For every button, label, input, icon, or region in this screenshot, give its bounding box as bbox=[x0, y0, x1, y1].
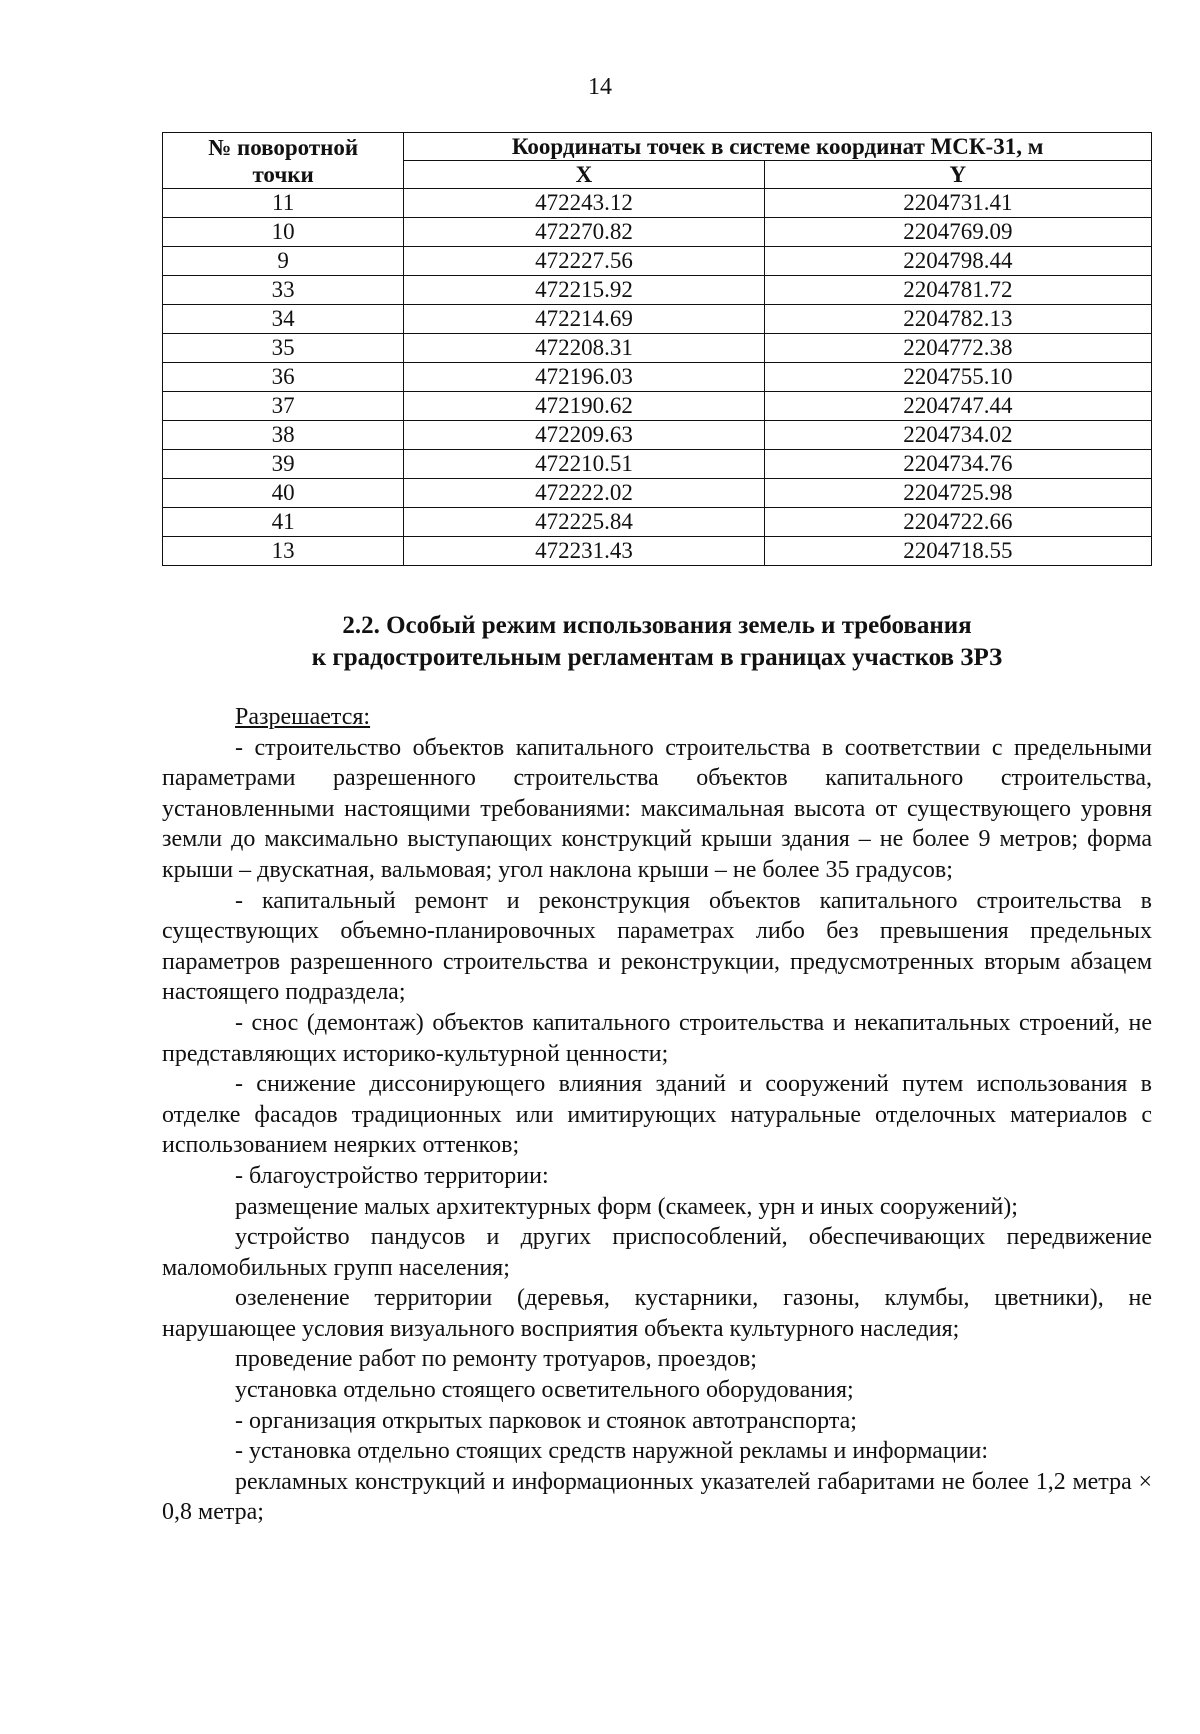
cell-x: 472208.31 bbox=[404, 334, 764, 363]
paragraph: - установка отдельно стоящих средств наружной рекламы и информации: bbox=[235, 1438, 989, 1465]
cell-point: 34 bbox=[163, 305, 404, 334]
header-y: Y bbox=[764, 161, 1151, 189]
table-row bbox=[163, 247, 1152, 276]
cell-y: 2204772.38 bbox=[764, 334, 1151, 363]
paragraph: - снижение диссонирующего влияния зданий и сооружений путем использования в отделке фасадов традиционных или имитирующих натуральные отделочных материалов с использованием неярких оттенков; bbox=[162, 1071, 1152, 1159]
cell-point: 40 bbox=[163, 479, 404, 508]
paragraph: - строительство объектов капитального строительства в соответствии с предельными параметрами разрешенного строительства объектов капитального строительства, установленными настоящими требованиями: максимальная высота от существующего уровня земли до максимально выступающих конструкций крыши здания – не более 9 метров; форма крыши – двускатная, вальмовая; угол наклона крыши – не более 35 градусов; bbox=[162, 734, 1152, 883]
cell-y: 2204734.76 bbox=[764, 450, 1151, 479]
page-number: 14 bbox=[588, 74, 612, 100]
cell-x: 472227.56 bbox=[404, 247, 764, 276]
cell-y: 2204718.55 bbox=[764, 537, 1151, 566]
section-title bbox=[162, 610, 1152, 674]
cell-y: 2204722.66 bbox=[764, 508, 1151, 537]
table-header-row bbox=[163, 133, 1152, 161]
cell-y: 2204798.44 bbox=[764, 247, 1151, 276]
table-row bbox=[163, 305, 1152, 334]
cell-y: 2204731.41 bbox=[764, 189, 1151, 218]
cell-x: 472222.02 bbox=[404, 479, 764, 508]
table-row bbox=[163, 363, 1152, 392]
cell-point: 9 bbox=[163, 247, 404, 276]
cell-point: 13 bbox=[163, 537, 404, 566]
cell-y: 2204725.98 bbox=[764, 479, 1151, 508]
cell-x: 472225.84 bbox=[404, 508, 764, 537]
cell-point: 38 bbox=[163, 421, 404, 450]
cell-point: 36 bbox=[163, 363, 404, 392]
table-row bbox=[163, 421, 1152, 450]
table-row bbox=[163, 508, 1152, 537]
table-row bbox=[163, 450, 1152, 479]
table-row bbox=[163, 276, 1152, 305]
coordinates-table bbox=[162, 132, 1152, 566]
cell-y: 2204734.02 bbox=[764, 421, 1151, 450]
paragraph: - снос (демонтаж) объектов капитального строительства и некапитальных строений, не представляющих историко-культурной ценности; bbox=[162, 1009, 1152, 1067]
allowed-label: Разрешается: bbox=[235, 704, 371, 730]
header-point-line1: № поворотной bbox=[208, 134, 359, 160]
cell-point: 39 bbox=[163, 450, 404, 479]
paragraph: рекламных конструкций и информационных указателей габаритами не более 1,2 метра × 0,8 метра; bbox=[162, 1468, 1152, 1526]
cell-point: 11 bbox=[163, 189, 404, 218]
paragraph: проведение работ по ремонту тротуаров, проездов; bbox=[235, 1346, 757, 1373]
table-row bbox=[163, 537, 1152, 566]
cell-x: 472215.92 bbox=[404, 276, 764, 305]
paragraph: размещение малых архитектурных форм (скамеек, урн и иных сооружений); bbox=[235, 1193, 1018, 1220]
cell-y: 2204769.09 bbox=[764, 218, 1151, 247]
paragraph: - организация открытых парковок и стоянок автотранспорта; bbox=[235, 1407, 857, 1434]
table-row bbox=[163, 218, 1152, 247]
header-coordinates-group: Координаты точек в системе координат МСК-31, м bbox=[404, 133, 1152, 161]
header-x: X bbox=[404, 161, 764, 189]
cell-point: 35 bbox=[163, 334, 404, 363]
paragraph: устройство пандусов и других приспособлений, обеспечивающих передвижение маломобильных групп населения; bbox=[162, 1224, 1152, 1281]
cell-x: 472196.03 bbox=[404, 363, 764, 392]
cell-x: 472209.63 bbox=[404, 421, 764, 450]
cell-point: 33 bbox=[163, 276, 404, 305]
document-body bbox=[162, 702, 1152, 1528]
section-title-line2: к градостроительным регламентам в границах участков ЗРЗ bbox=[311, 644, 1003, 671]
table-body bbox=[163, 189, 1152, 566]
cell-x: 472270.82 bbox=[404, 218, 764, 247]
paragraph: установка отдельно стоящего осветительного оборудования; bbox=[235, 1377, 854, 1404]
table-row bbox=[163, 334, 1152, 363]
cell-x: 472214.69 bbox=[404, 305, 764, 334]
cell-x: 472190.62 bbox=[404, 392, 764, 421]
cell-point: 41 bbox=[163, 508, 404, 537]
cell-x: 472243.12 bbox=[404, 189, 764, 218]
table-row bbox=[163, 189, 1152, 218]
cell-y: 2204747.44 bbox=[764, 392, 1151, 421]
table-row bbox=[163, 392, 1152, 421]
header-point-number bbox=[163, 133, 404, 189]
cell-y: 2204755.10 bbox=[764, 363, 1151, 392]
header-point-line2: точки bbox=[252, 161, 314, 187]
cell-x: 472231.43 bbox=[404, 537, 764, 566]
cell-y: 2204781.72 bbox=[764, 276, 1151, 305]
cell-x: 472210.51 bbox=[404, 450, 764, 479]
paragraph: озеленение территории (деревья, кустарники, газоны, клумбы, цветники), не нарушающее условия визуального восприятия объекта культурного наследия; bbox=[162, 1285, 1152, 1342]
paragraph: - капитальный ремонт и реконструкция объектов капитального строительства в существующих объемно-планировочных параметрах либо без превышения предельных параметров разрешенного строительства и реконструкции, предусмотренных вторым абзацем настоящего подраздела; bbox=[162, 887, 1152, 1006]
cell-point: 10 bbox=[163, 218, 404, 247]
table-row bbox=[163, 479, 1152, 508]
cell-point: 37 bbox=[163, 392, 404, 421]
cell-y: 2204782.13 bbox=[764, 305, 1151, 334]
paragraph: - благоустройство территории: bbox=[235, 1162, 549, 1189]
section-title-line1: 2.2. Особый режим использования земель и требования bbox=[342, 612, 972, 639]
